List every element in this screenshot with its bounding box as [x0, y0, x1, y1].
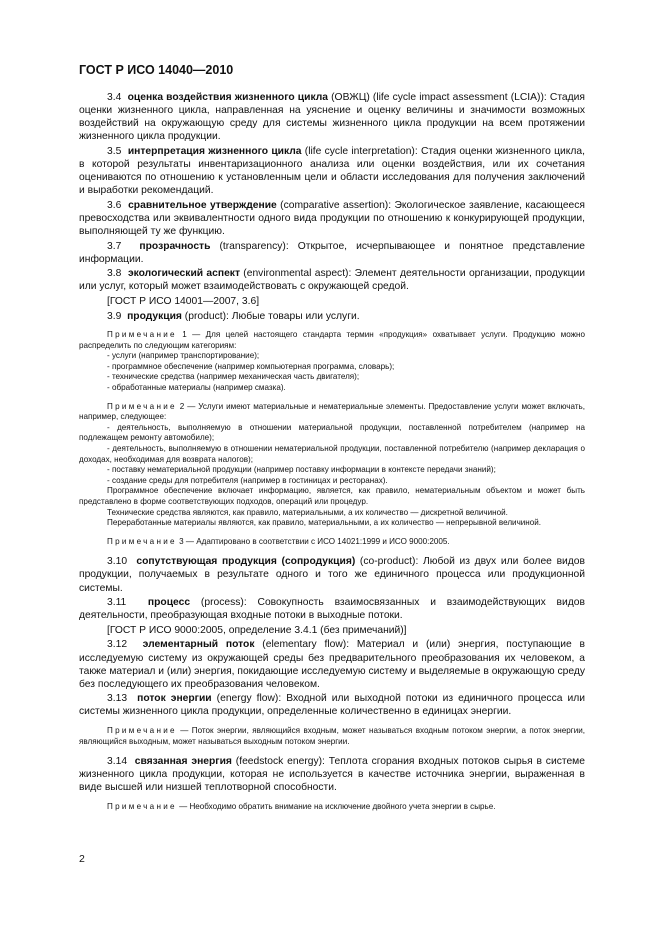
term-number: 3.8 — [107, 268, 122, 280]
term-definition: (elementary flow): Материал и (или) энергия, поступающие в исследуемую систему из окружающей среды без предварительного преобразования их человеком, а также материал и (или) энергия, покидающие исследуемую систему и выделяемые в окружающую среду без последующего их преобразования человеком. — [79, 639, 585, 690]
term-3-14 — [79, 755, 585, 794]
note-label: Примечание — [107, 401, 177, 411]
note-text: — Поток энергии, являющийся входным, может называться входным потоком энергии, а поток энергии, являющийся выходным, может называться выходным потоком энергии. — [79, 726, 585, 746]
note-paragraph: Технические средства являются, как правило, материальными, а их количество — дискретной величиной. — [107, 507, 508, 517]
term-definition: (energy flow): Входной или выходной потоки из единичного процесса или системы жизненного цикла продукции, определенные количественно в единицах энергии. — [79, 693, 585, 718]
term-reference: [ГОСТ Р ИСО 9000:2005, определение 3.4.1 (без примечаний)] — [107, 624, 407, 636]
term-number: 3.14 — [107, 756, 128, 768]
term-3-13 — [79, 692, 585, 718]
term-3-9 — [79, 310, 585, 323]
list-item: - программное обеспечение (например компьютерная программа, словарь); — [107, 361, 395, 371]
note-1 — [79, 330, 585, 351]
note-paragraph: Программное обеспечение включает информацию, является, как правило, нематериальным объектом и может быть представлено в форме соответствующих подходов, операций или процедур. — [79, 486, 585, 506]
term-reference: [ГОСТ Р ИСО 14001—2007, 3.6] — [107, 295, 260, 307]
list-item: - деятельность, выполняемую в отношении материальной продукции, поставленной потребителем (например на подлежащем ремонту автомобиле); — [79, 422, 585, 443]
list-item: - обработанные материалы (например смазка). — [107, 383, 286, 393]
term-name: оценка воздействия жизненного цикла — [127, 92, 328, 103]
note-text: 1 — Для целей настоящего стандарта термин «продукция» охватывает услуги. Продукцию можно распределить по следующим категориям: — [79, 330, 585, 350]
term-number: 3.9 — [107, 310, 122, 322]
term-number: 3.4 — [107, 92, 122, 103]
term-name: прозрачность — [139, 240, 211, 252]
term-number: 3.12 — [107, 639, 128, 651]
term-number: 3.6 — [107, 199, 122, 211]
list-item: - деятельность, выполняемую в отношении нематериальной продукции, поставленной потребителю (например декларация о доходах, необходимая для возврата налогов); — [79, 444, 585, 464]
note-label: Примечание — [107, 801, 177, 811]
term-number: 3.7 — [107, 240, 122, 252]
document-header: ГОСТ Р ИСО 14040—2010 — [79, 63, 234, 77]
term-definition: (process): Совокупность взаимосвязанных и взаимодействующих видов деятельности, преобразующая входные потоки в выходные потоки. — [79, 597, 585, 622]
term-number: 3.11 — [107, 597, 127, 609]
note-2 — [79, 402, 585, 423]
term-3-12 — [79, 638, 585, 690]
term-3-6 — [79, 199, 585, 238]
term-3-8 — [79, 267, 585, 293]
list-item: - поставку нематериальной продукции (например поставку информации в контексте передачи знаний); — [107, 465, 496, 475]
term-name: интерпретация жизненного цикла — [127, 145, 302, 157]
term-number: 3.10 — [107, 556, 128, 568]
note-label: Примечание — [107, 726, 177, 735]
page-number: 2 — [79, 853, 85, 865]
term-3-7 — [79, 240, 585, 266]
term-name: экологический аспект — [127, 268, 240, 280]
term-definition: (environmental aspect): Элемент деятельности организации, продукции или услуг, который может взаимодействовать с окружающей средой. — [79, 268, 585, 293]
term-3-10 — [79, 555, 585, 594]
term-number: 3.13 — [107, 693, 128, 705]
term-definition: (co-product): Любой из двух или более видов продукции, получаемых в результате одного и того же единичного процесса или продукционной системы. — [79, 556, 585, 594]
note-3-14 — [79, 802, 585, 813]
term-name: сопутствующая продукция (сопродукция) — [136, 556, 356, 568]
term-name: процесс — [147, 597, 191, 609]
term-3-4 — [79, 91, 585, 143]
list-item: - создание среды для потребителя (например в гостиницах и ресторанах). — [107, 475, 388, 485]
term-3-5 — [79, 145, 585, 197]
term-name: поток энергии — [137, 693, 212, 705]
document-body — [79, 91, 585, 813]
term-definition: (ОВЖЦ) (life cycle impact assessment (LCIA)): Стадия оценки жизненного цикла, направленная на уяснение и оценку величины и значимости возможных воздействий на окружающую среду для системы жизненного цикла продукции на всем протяжении жизненного цикла продукции. — [79, 92, 585, 143]
note-text: — Необходимо обратить внимание на исключение двойного учета энергии в сырье. — [176, 801, 496, 811]
note-label: Примечание — [107, 330, 177, 340]
note-text: 3 — Адаптировано в соответствии с ИСО 14021:1999 и ИСО 9000:2005. — [176, 536, 450, 546]
term-definition: (life cycle interpretation): Стадия оценки жизненного цикла, в которой результаты инвентаризационного анализа или оценки воздействия, или их сочетания оцениваются по отношению к установленным цели и области исследования для получения заключений и выработки рекомендаций. — [79, 145, 585, 197]
note-3-13 — [79, 726, 585, 747]
term-number: 3.5 — [107, 145, 122, 157]
term-definition: (transparency): Открытое, исчерпывающее и понятное представление информации. — [79, 240, 585, 265]
term-definition: (product): Любые товары или услуги. — [181, 310, 360, 322]
term-name: элементарный поток — [142, 639, 255, 651]
note-text: 2 — Услуги имеют материальные и нематериальные элементы. Предоставление услуги может включать, например, следующее: — [79, 401, 585, 422]
term-name: сравнительное утверждение — [128, 199, 277, 211]
term-3-11 — [79, 596, 585, 622]
note-3 — [79, 537, 585, 548]
term-name: продукция — [127, 310, 182, 322]
list-item: - услуги (например транспортирование); — [107, 351, 260, 361]
list-item: - технические средства (например механическая часть двигателя); — [107, 372, 360, 382]
note-paragraph: Переработанные материалы являются, как правило, материальными, а их количество — непрерывной величиной. — [107, 518, 542, 528]
term-definition: (feedstock energy): Теплота сгорания входных потоков сырья в системе жизненного цикла продукции, которая не используется в качестве источника энергии, выраженная в виде высшей или низшей теплотворной способности. — [79, 756, 585, 794]
term-name: связанная энергия — [134, 756, 232, 768]
term-definition: (comparative assertion): Экологическое заявление, касающееся превосходства или эквивалентности одного вида продукции по отношению к конкурирующей продукции, выполняющей ту же функцию. — [79, 199, 585, 237]
note-label: Примечание — [107, 536, 177, 546]
